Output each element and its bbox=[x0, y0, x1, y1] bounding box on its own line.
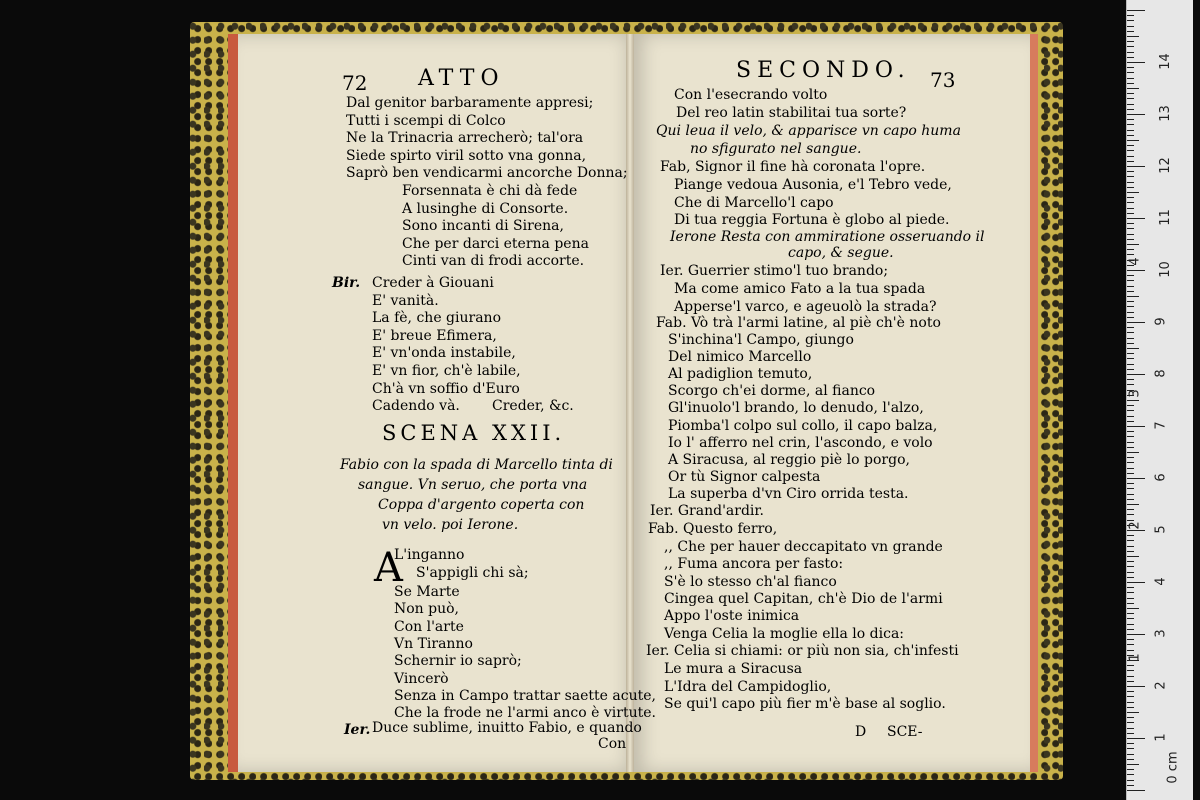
ruler-tick bbox=[1127, 369, 1134, 370]
ruler-tick bbox=[1127, 774, 1134, 775]
ruler-tick bbox=[1127, 46, 1134, 47]
ruler-tick bbox=[1127, 618, 1134, 619]
text-line: Scorgo ch'ei dorme, al fianco bbox=[668, 383, 876, 400]
ruler-tick bbox=[1127, 202, 1134, 203]
ruler-number: 1 bbox=[1153, 733, 1169, 742]
ruler-tick bbox=[1127, 374, 1145, 375]
ruler-tick bbox=[1127, 322, 1145, 323]
ruler-tick bbox=[1127, 10, 1145, 11]
ruler-tick bbox=[1127, 109, 1134, 110]
stage-direction: Fabio con la spada di Marcello tinta di bbox=[340, 457, 613, 473]
text-line: ,, Che per hauer deccapitato vn grande bbox=[664, 539, 943, 555]
ruler-tick bbox=[1127, 629, 1134, 630]
ruler-tick bbox=[1127, 488, 1134, 489]
ruler-tick bbox=[1127, 634, 1145, 635]
text-line: Cadendo và. bbox=[372, 398, 460, 415]
ruler-tick bbox=[1127, 754, 1134, 755]
ruler-tick bbox=[1127, 738, 1145, 739]
ruler-tick bbox=[1127, 20, 1134, 21]
ruler-tick bbox=[1127, 67, 1134, 68]
ruler-tick bbox=[1127, 509, 1134, 510]
ruler-tick bbox=[1127, 312, 1134, 313]
speaker-line: Fab. Vò trà l'armi latine, al piè ch'è noto bbox=[656, 315, 941, 331]
ruler-tick bbox=[1127, 306, 1134, 307]
ruler-tick bbox=[1127, 31, 1134, 32]
ruler-tick bbox=[1127, 722, 1134, 723]
ruler-tick bbox=[1127, 717, 1134, 718]
text-line: E' breue Efimera, bbox=[372, 327, 497, 344]
text-line: Schernir io saprò; bbox=[394, 653, 522, 670]
ruler-inch-number: 3 bbox=[1127, 389, 1143, 398]
ruler-number: 8 bbox=[1153, 369, 1169, 378]
stage-direction: capo, & segue. bbox=[788, 245, 894, 261]
text-line: Saprò ben vendicarmi ancorche Donna; bbox=[346, 165, 628, 182]
ruler-tick bbox=[1127, 182, 1134, 183]
ruler-tick bbox=[1127, 301, 1134, 302]
ruler-tick bbox=[1127, 135, 1134, 136]
ruler-tick bbox=[1127, 431, 1134, 432]
ruler-tick bbox=[1127, 317, 1134, 318]
text-line: Del reo latin stabilitai tua sorte? bbox=[676, 104, 907, 121]
ruler-tick bbox=[1127, 119, 1134, 120]
ruler-tick bbox=[1127, 785, 1134, 786]
ruler-tick bbox=[1127, 707, 1134, 708]
text-line: Non può, bbox=[394, 601, 460, 618]
drop-cap: A bbox=[374, 545, 403, 591]
book-spine bbox=[626, 34, 634, 772]
ruler-tick bbox=[1127, 98, 1134, 99]
ruler-tick bbox=[1127, 208, 1134, 209]
text-line: ,, Fuma ancora per fasto: bbox=[664, 556, 844, 573]
speaker-line: Fab. Questo ferro, bbox=[648, 521, 778, 537]
speaker-line: Ier. Guerrier stimo'l tuo brando; bbox=[660, 263, 889, 279]
ruler-tick bbox=[1127, 457, 1134, 458]
ruler-number: 4 bbox=[1153, 577, 1169, 586]
page-number-left: 72 bbox=[342, 71, 368, 95]
catchword: Con bbox=[598, 736, 627, 752]
text-line: Senza in Campo trattar saette acute, bbox=[394, 687, 656, 704]
text-line: Duce sublime, inuitto Fabio, e quando bbox=[372, 720, 642, 736]
ruler-tick bbox=[1127, 582, 1145, 583]
page-number-right: 73 bbox=[930, 68, 956, 92]
stage-direction: Ierone Resta con ammiratione osseruando il bbox=[670, 229, 985, 245]
ruler-tick bbox=[1127, 650, 1134, 651]
ruler-tick bbox=[1127, 124, 1134, 125]
text-line: Che di Marcello'l capo bbox=[674, 194, 834, 211]
text-line: Apperse'l varco, e ageuolò la strada? bbox=[674, 298, 937, 315]
ruler-tick bbox=[1127, 405, 1134, 406]
ruler-tick bbox=[1127, 93, 1134, 94]
text-line: Al padiglion temuto, bbox=[668, 366, 813, 383]
ruler-tick bbox=[1127, 228, 1134, 229]
text-line: E' vn fior, ch'è labile, bbox=[372, 363, 521, 379]
ruler-tick bbox=[1127, 473, 1134, 474]
ruler-tick bbox=[1127, 197, 1134, 198]
text-line: E' vanità. bbox=[372, 292, 439, 309]
ruler-number: 3 bbox=[1153, 629, 1169, 638]
ruler-tick bbox=[1127, 343, 1134, 344]
ruler-tick bbox=[1127, 218, 1145, 219]
text-line: S'inchina'l Campo, giungo bbox=[668, 332, 854, 348]
text-line: Or tù Signor calpesta bbox=[668, 468, 821, 485]
ruler-number: 2 bbox=[1153, 681, 1169, 690]
ruler-tick bbox=[1127, 587, 1134, 588]
ruler-tick bbox=[1127, 462, 1134, 463]
text-line: Siede spirto viril sotto vna gonna, bbox=[346, 147, 587, 164]
ruler-tick bbox=[1127, 764, 1139, 765]
ruler-tick bbox=[1127, 494, 1134, 495]
ruler-tick bbox=[1127, 52, 1134, 53]
text-line: Ch'à vn soffio d'Euro bbox=[372, 380, 520, 397]
ruler-tick bbox=[1127, 733, 1134, 734]
ruler-tick bbox=[1127, 41, 1134, 42]
ruler-tick bbox=[1127, 608, 1139, 609]
text-line: L'Idra del Campidoglio, bbox=[664, 678, 832, 695]
speaker-line: Fab, Signor il fine hà coronata l'opre. bbox=[660, 159, 926, 175]
ruler-tick bbox=[1127, 514, 1134, 515]
ruler-tick bbox=[1127, 83, 1134, 84]
ruler-tick bbox=[1127, 171, 1134, 172]
stage-direction: Coppa d'argento coperta con bbox=[378, 497, 585, 513]
ruler-inch-number: 4 bbox=[1127, 257, 1143, 266]
ruler-tick bbox=[1127, 234, 1134, 235]
ruler-tick bbox=[1127, 566, 1134, 567]
speaker-label: Bir. bbox=[332, 275, 361, 291]
text-line: Tutti i scempi di Colco bbox=[346, 112, 506, 129]
ruler-tick bbox=[1127, 676, 1134, 677]
ruler-number: 9 bbox=[1153, 317, 1169, 326]
ruler-number: 13 bbox=[1157, 105, 1173, 122]
text-line: Che per darci eterna pena bbox=[402, 235, 589, 252]
ruler-number: 10 bbox=[1157, 261, 1173, 278]
ruler-tick bbox=[1127, 249, 1134, 250]
ruler-tick bbox=[1127, 72, 1134, 73]
ruler-tick bbox=[1127, 62, 1145, 63]
ruler-tick bbox=[1127, 57, 1134, 58]
running-header-left: ATTO bbox=[418, 66, 505, 91]
ruler-tick bbox=[1127, 280, 1134, 281]
ruler-tick bbox=[1127, 613, 1134, 614]
text-line: Del nimico Marcello bbox=[668, 349, 812, 366]
ruler-tick bbox=[1127, 421, 1134, 422]
ruler-number: 12 bbox=[1157, 157, 1173, 174]
text-line: Gl'inuolo'l brando, lo denudo, l'alzo, bbox=[668, 400, 924, 417]
ruler-number: 11 bbox=[1157, 209, 1173, 226]
ruler-tick bbox=[1127, 270, 1145, 271]
text-line: S'appigli chi sà; bbox=[416, 565, 529, 581]
ruler-tick bbox=[1127, 150, 1134, 151]
ruler-tick bbox=[1127, 130, 1134, 131]
ruler-tick bbox=[1127, 187, 1134, 188]
text-line: Vn Tiranno bbox=[394, 635, 473, 652]
ruler-tick bbox=[1127, 436, 1134, 437]
ruler-tick bbox=[1127, 296, 1139, 297]
ruler-tick bbox=[1127, 686, 1145, 687]
ruler-tick bbox=[1127, 447, 1134, 448]
ruler-inch-number: 2 bbox=[1127, 521, 1143, 530]
ruler-tick bbox=[1127, 88, 1139, 89]
ruler-tick bbox=[1127, 691, 1134, 692]
ruler-tick bbox=[1127, 254, 1134, 255]
ruler-tick bbox=[1127, 327, 1134, 328]
ruler-tick bbox=[1127, 244, 1139, 245]
refrain-line: Creder, &c. bbox=[492, 398, 574, 415]
stage-direction: no sfigurato nel sangue. bbox=[690, 141, 862, 157]
ruler-tick bbox=[1127, 452, 1139, 453]
ruler-tick bbox=[1127, 644, 1134, 645]
ruler-tick bbox=[1127, 790, 1145, 791]
speaker-label: Ier. bbox=[344, 722, 371, 738]
ruler-tick bbox=[1127, 275, 1134, 276]
ruler-tick bbox=[1127, 535, 1134, 536]
ruler-tick bbox=[1127, 176, 1134, 177]
ruler-number: 6 bbox=[1153, 473, 1169, 482]
ruler-tick bbox=[1127, 400, 1139, 401]
text-line: Sono incanti di Sirena, bbox=[402, 218, 564, 235]
ruler-tick bbox=[1127, 504, 1139, 505]
ruler-tick bbox=[1127, 769, 1134, 770]
signature-mark: D bbox=[855, 724, 867, 740]
catchword: SCE- bbox=[887, 724, 923, 740]
ruler-tick bbox=[1127, 332, 1134, 333]
ruler-tick bbox=[1127, 426, 1145, 427]
ruler-tick bbox=[1127, 156, 1134, 157]
ruler-tick bbox=[1127, 556, 1139, 557]
text-line: Io l' afferro nel crin, l'ascondo, e volo bbox=[668, 434, 933, 451]
ruler-tick bbox=[1127, 572, 1134, 573]
ruler-tick bbox=[1127, 743, 1134, 744]
ruler-tick bbox=[1127, 379, 1134, 380]
ruler-tick bbox=[1127, 728, 1134, 729]
ruler-unit-label: 0 cm bbox=[1165, 751, 1181, 784]
ruler-tick bbox=[1127, 665, 1134, 666]
stage-direction: sangue. Vn seruo, che porta vna bbox=[358, 477, 588, 493]
ruler-tick bbox=[1127, 712, 1139, 713]
running-header-right: SECONDO. bbox=[736, 58, 911, 83]
text-line: Con l'arte bbox=[394, 618, 464, 635]
ruler-tick bbox=[1127, 410, 1134, 411]
ruler-tick bbox=[1127, 551, 1134, 552]
ruler-tick bbox=[1127, 577, 1134, 578]
ruler-tick bbox=[1127, 478, 1145, 479]
scene-title: SCENA XXII. bbox=[382, 421, 566, 445]
ruler-tick bbox=[1127, 416, 1134, 417]
text-line: La superba d'vn Ciro orrida testa. bbox=[668, 485, 909, 502]
ruler-tick bbox=[1127, 26, 1134, 27]
ruler-tick bbox=[1127, 780, 1134, 781]
stage-direction: Qui leua il velo, & apparisce vn capo huma bbox=[656, 123, 961, 139]
text-line: Vincerò bbox=[394, 670, 449, 687]
ruler-tick bbox=[1127, 286, 1134, 287]
text-line: S'è lo stesso ch'al fianco bbox=[664, 573, 837, 590]
ruler-number: 7 bbox=[1153, 421, 1169, 430]
text-line: Ne la Trinacria arrecherò; tal'ora bbox=[346, 130, 584, 147]
ruler-tick bbox=[1127, 239, 1134, 240]
text-line: Se qui'l capo più fier m'è base al soglio. bbox=[664, 696, 946, 713]
ruler-tick bbox=[1127, 223, 1134, 224]
ruler-tick bbox=[1127, 639, 1134, 640]
text-line: L'inganno bbox=[394, 547, 465, 563]
stage-direction: vn velo. poi Ierone. bbox=[382, 517, 519, 533]
text-line: Se Marte bbox=[394, 584, 460, 600]
ruler-tick bbox=[1127, 748, 1134, 749]
ruler-number: 5 bbox=[1153, 525, 1169, 534]
text-line: Dal genitor barbaramente appresi; bbox=[346, 95, 594, 111]
text-line: Forsennata è chi dà fede bbox=[402, 183, 578, 199]
ruler-tick bbox=[1127, 546, 1134, 547]
ruler-tick bbox=[1127, 442, 1134, 443]
ruler-tick bbox=[1127, 166, 1145, 167]
ruler-tick bbox=[1127, 561, 1134, 562]
ruler-tick bbox=[1127, 468, 1134, 469]
text-line: Ma come amico Fato a la tua spada bbox=[674, 281, 926, 297]
text-line: Le mura a Siracusa bbox=[664, 661, 803, 677]
text-line: La fè, che giurano bbox=[372, 310, 501, 327]
ruler-tick bbox=[1127, 291, 1134, 292]
measurement-ruler bbox=[1126, 0, 1193, 800]
ruler-tick bbox=[1127, 161, 1134, 162]
ruler-tick bbox=[1127, 145, 1134, 146]
ruler-tick bbox=[1127, 670, 1134, 671]
text-line: Con l'esecrando volto bbox=[674, 87, 828, 103]
ruler-tick bbox=[1127, 358, 1134, 359]
ruler-tick bbox=[1127, 192, 1139, 193]
ruler-tick bbox=[1127, 78, 1134, 79]
text-line: A Siracusa, al reggio piè lo porgo, bbox=[668, 451, 910, 468]
ruler-tick bbox=[1127, 592, 1134, 593]
ruler-tick bbox=[1127, 104, 1134, 105]
ruler-inch-number: 1 bbox=[1127, 653, 1143, 662]
text-line: Piange vedoua Ausonia, e'l Tebro vede, bbox=[674, 177, 952, 193]
text-line: Cinti van di frodi accorte. bbox=[402, 253, 585, 270]
ruler-tick bbox=[1127, 598, 1134, 599]
ruler-tick bbox=[1127, 338, 1134, 339]
text-line: Piomba'l colpo sul collo, il capo balza, bbox=[668, 417, 938, 434]
speaker-line: Ier. Grand'ardir. bbox=[650, 503, 765, 519]
ruler-number: 14 bbox=[1157, 53, 1173, 70]
ruler-tick bbox=[1127, 759, 1134, 760]
speaker-line: Ier. Celia si chiami: or più non sia, ch'infesti bbox=[646, 643, 959, 659]
text-line: E' vn'onda instabile, bbox=[372, 345, 516, 362]
text-line: Venga Celia la moglie ella lo dica: bbox=[664, 625, 905, 642]
ruler-tick bbox=[1127, 603, 1134, 604]
ruler-tick bbox=[1127, 483, 1134, 484]
text-line: Cingea quel Capitan, ch'è Dio de l'armi bbox=[664, 590, 943, 607]
ruler-tick bbox=[1127, 540, 1134, 541]
ruler-tick bbox=[1127, 36, 1139, 37]
ruler-tick bbox=[1127, 624, 1134, 625]
ruler-tick bbox=[1127, 499, 1134, 500]
text-line: Creder à Giouani bbox=[372, 275, 494, 291]
ruler-tick bbox=[1127, 114, 1145, 115]
text-line: A lusinghe di Consorte. bbox=[402, 200, 569, 217]
ruler-tick bbox=[1127, 681, 1134, 682]
text-line: Di tua reggia Fortuna è globo al piede. bbox=[674, 212, 950, 229]
ruler-tick bbox=[1127, 15, 1134, 16]
ruler-tick bbox=[1127, 702, 1134, 703]
ruler-tick bbox=[1127, 140, 1139, 141]
text-line: Che la frode ne l'armi anco è virtute. bbox=[394, 705, 656, 722]
ruler-tick bbox=[1127, 696, 1134, 697]
ruler-tick bbox=[1127, 530, 1145, 531]
ruler-tick bbox=[1127, 384, 1134, 385]
ruler-tick bbox=[1127, 213, 1134, 214]
ruler-tick bbox=[1127, 353, 1134, 354]
ruler-tick bbox=[1127, 348, 1139, 349]
ruler-tick bbox=[1127, 364, 1134, 365]
text-line: Appo l'oste inimica bbox=[664, 608, 800, 625]
